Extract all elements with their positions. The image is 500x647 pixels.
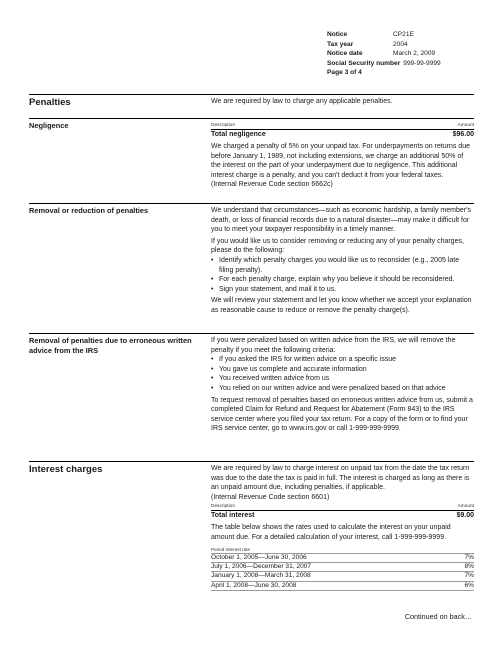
interest-heading: Interest charges — [29, 464, 103, 475]
erroneous-paragraph-2: To request removal of penalties based on erroneous written advice from us, submit a completed Claim for Refund and Request for Abatement (Form 843) to the IRS service center where you filed your tax return. For a copy of the form or to find your IRS service center, go to www.irs.gov or call 1-999-999-9999. — [211, 396, 473, 433]
negligence-text: We charged a penalty of 5% on your unpaid tax. For underpayments on returns due before January 1, 1989, not including extensions, we charge an additional 50% of the interest on the part of your underpayment due to negligence. This additional interest charge is a penalty, and you can't deduct it from your federal taxes. — [211, 143, 471, 179]
erroneous-advice-section — [29, 336, 474, 434]
removal-paragraph-2: If you would like us to consider removing or reducing any of your penalty charges, please do the following: — [211, 237, 464, 255]
notice-info-box — [327, 30, 477, 78]
negligence-section — [29, 121, 474, 190]
ssn-row — [327, 59, 477, 69]
removal-steps-list — [211, 256, 474, 294]
rate-table — [211, 553, 474, 592]
total-interest-value: $9.00 — [456, 512, 474, 520]
rate-value: 7% — [464, 553, 474, 561]
total-interest-label: Total interest — [211, 512, 255, 520]
list-item: • Identify which penalty charges you would like us to reconsider (e.g., 2005 late filing penalty). — [211, 256, 474, 275]
list-item: • For each penalty charge, explain why you believe it should be reconsidered. — [211, 275, 474, 285]
penalties-section — [29, 97, 474, 108]
erroneous-advice-heading: Removal of penalties due to erroneous written advice from the IRS — [29, 336, 192, 355]
negligence-code: (Internal Revenue Code section 6662c) — [211, 181, 333, 189]
negligence-heading: Negligence — [29, 121, 69, 130]
list-item: • You relied on our written advice and were penalized based on that advice — [211, 384, 474, 394]
list-item: • You gave us complete and accurate information — [211, 365, 474, 375]
interest-code: (Internal Revenue Code section 6601) — [211, 493, 330, 501]
total-negligence-value: $96.00 — [452, 131, 474, 138]
penalties-intro: We are required by law to charge any applicable penalties. — [211, 98, 393, 105]
removal-heading: Removal or reduction of penalties — [29, 206, 149, 215]
rate-period: April 1, 2008—June 30, 2008 — [211, 581, 297, 589]
rate-value: 6% — [464, 581, 474, 589]
interest-paragraph-1: We are required by law to charge interest on unpaid tax from the date the tax return was due to the date the tax is paid in full. The interest is charged as long as there is an unpaid amount due, including penalties, if applicable. — [211, 465, 470, 492]
page-number: Page 3 of 4 — [327, 69, 362, 77]
total-negligence-label: Total negligence — [211, 131, 266, 138]
notice-row — [327, 30, 477, 40]
section-divider — [29, 118, 474, 119]
ssn-key: Social Security number — [327, 59, 401, 67]
description-label: Description — [211, 504, 235, 510]
total-interest-row — [211, 510, 474, 521]
rate-value: 8% — [464, 562, 474, 570]
notice-key: Notice — [327, 31, 348, 38]
table-row — [211, 571, 474, 580]
removal-paragraph-3: We will review your statement and let you know whether we accept your explanation as reasonable cause to reduce or remove the penalty charge(s). — [211, 297, 472, 314]
ssn-value: 999-99-9999 — [403, 59, 441, 67]
list-item: • If you asked the IRS for written advice on a specific issue — [211, 355, 474, 365]
list-item: • You received written advice from us — [211, 374, 474, 384]
table-row — [211, 553, 474, 562]
rate-value: 7% — [464, 572, 474, 580]
notice-date-row — [327, 49, 477, 59]
notice-date-key: Notice date — [327, 50, 363, 58]
notice-date-value: March 2, 2009 — [393, 50, 436, 58]
rate-table-header: Period Interest rate — [211, 546, 251, 552]
removal-paragraph-1: We understand that circumstances—such as economic hardship, a family member's death, or loss of financial records due to a natural disaster—may make it difficult for you to meet your taxpayer responsibility in a timely manner. — [211, 207, 471, 234]
rate-period: October 1, 2005—June 30, 2006 — [211, 553, 307, 561]
description-label: Description — [211, 123, 235, 128]
table-row — [211, 581, 474, 591]
continued-note: Continued on back… — [404, 612, 472, 621]
erroneous-paragraph-1: If you were penalized based on written advice from the IRS, we will remove the penalty if you meet the following criteria: — [211, 337, 456, 354]
section-divider — [29, 333, 474, 334]
list-item: • Sign your statement, and mail it to us. — [211, 285, 474, 295]
amount-label: Amount — [457, 504, 474, 510]
table-row — [211, 562, 474, 571]
tax-year-key: Tax year — [327, 40, 354, 48]
criteria-list — [211, 355, 474, 393]
tax-year-row — [327, 40, 477, 50]
removal-section — [29, 206, 474, 316]
penalties-heading: Penalties — [29, 97, 71, 108]
amount-label: Amount — [457, 123, 474, 128]
tax-year-value: 2004 — [393, 40, 408, 48]
section-divider — [29, 203, 474, 204]
rate-period: July 1, 2006—December 31, 2007 — [211, 562, 312, 570]
total-negligence-row — [211, 129, 474, 140]
notice-value: CP21E — [393, 31, 414, 38]
interest-paragraph-2: The table below shows the rates used to calculate the interest on your unpaid amount due. For a detailed calculation of your interest, call 1-999-999-9999. — [211, 524, 451, 541]
interest-section — [29, 464, 474, 591]
rate-period: January 1, 2008—March 31, 2008 — [211, 572, 311, 580]
section-divider — [29, 94, 474, 95]
section-divider — [29, 461, 474, 462]
